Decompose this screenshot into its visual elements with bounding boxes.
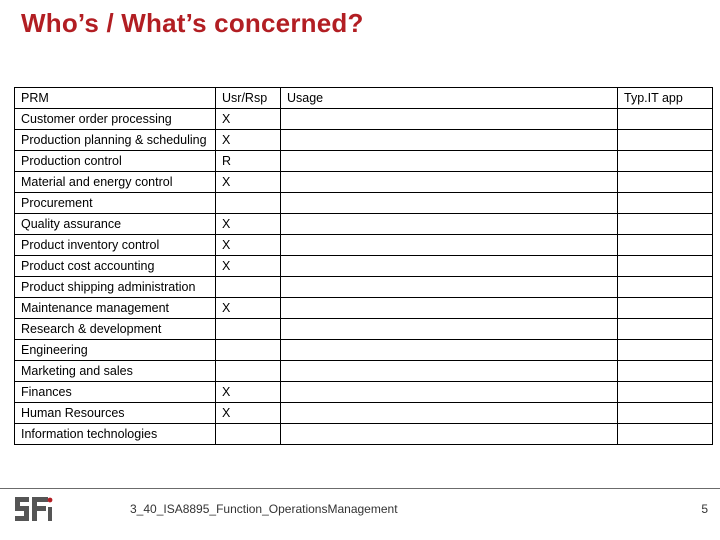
prm-cell: Information technologies [15, 424, 216, 445]
table-row [15, 256, 713, 277]
usage-cell [281, 193, 618, 214]
usage-cell [281, 235, 618, 256]
typ-it-app-cell [618, 298, 713, 319]
usr-rsp-cell: X [216, 403, 281, 424]
header-typ-it-app: Typ.IT app [618, 88, 713, 109]
prm-cell: Production control [15, 151, 216, 172]
usr-rsp-cell [216, 319, 281, 340]
slide-title: Who’s / What’s concerned? [21, 8, 364, 38]
prm-cell: Finances [15, 382, 216, 403]
typ-it-app-cell [618, 424, 713, 445]
sfi-logo [13, 489, 53, 529]
table-row [15, 214, 713, 235]
table-row [15, 151, 713, 172]
typ-it-app-cell [618, 382, 713, 403]
usr-rsp-cell [216, 361, 281, 382]
typ-it-app-cell [618, 340, 713, 361]
footer-divider [0, 488, 720, 489]
table-row [15, 340, 713, 361]
usr-rsp-cell: X [216, 130, 281, 151]
usage-cell [281, 130, 618, 151]
usr-rsp-cell [216, 277, 281, 298]
table-row [15, 172, 713, 193]
typ-it-app-cell [618, 361, 713, 382]
usr-rsp-cell: X [216, 214, 281, 235]
table-row [15, 193, 713, 214]
usage-cell [281, 424, 618, 445]
prm-cell: Production planning & scheduling [15, 130, 216, 151]
usr-rsp-cell: X [216, 298, 281, 319]
table-body [15, 109, 713, 445]
usage-cell [281, 361, 618, 382]
prm-cell: Engineering [15, 340, 216, 361]
typ-it-app-cell [618, 277, 713, 298]
prm-cell: Product shipping administration [15, 277, 216, 298]
usr-rsp-cell [216, 340, 281, 361]
usr-rsp-cell: X [216, 172, 281, 193]
table-row [15, 130, 713, 151]
usage-cell [281, 298, 618, 319]
prm-cell: Product cost accounting [15, 256, 216, 277]
usage-cell [281, 214, 618, 235]
page-number: 5 [701, 502, 708, 516]
usr-rsp-cell: X [216, 256, 281, 277]
usr-rsp-cell: X [216, 109, 281, 130]
usage-cell [281, 382, 618, 403]
usr-rsp-cell [216, 193, 281, 214]
usr-rsp-cell: X [216, 235, 281, 256]
prm-cell: Research & development [15, 319, 216, 340]
typ-it-app-cell [618, 214, 713, 235]
typ-it-app-cell [618, 193, 713, 214]
table-row [15, 361, 713, 382]
usage-cell [281, 109, 618, 130]
table-row [15, 382, 713, 403]
prm-cell: Material and energy control [15, 172, 216, 193]
usage-cell [281, 151, 618, 172]
table-row [15, 319, 713, 340]
prm-cell: Marketing and sales [15, 361, 216, 382]
usage-cell [281, 172, 618, 193]
table-row [15, 424, 713, 445]
table-row [15, 298, 713, 319]
typ-it-app-cell [618, 403, 713, 424]
table-row [15, 235, 713, 256]
table-row [15, 109, 713, 130]
typ-it-app-cell [618, 235, 713, 256]
usr-rsp-cell: X [216, 382, 281, 403]
typ-it-app-cell [618, 151, 713, 172]
typ-it-app-cell [618, 130, 713, 151]
table-header-row [15, 88, 713, 109]
footer-text: 3_40_ISA8895_Function_OperationsManagement [130, 502, 398, 516]
usage-cell [281, 403, 618, 424]
prm-cell: Customer order processing [15, 109, 216, 130]
usr-rsp-cell [216, 424, 281, 445]
header-usr-rsp: Usr/Rsp [216, 88, 281, 109]
prm-cell: Quality assurance [15, 214, 216, 235]
table-row [15, 403, 713, 424]
usage-cell [281, 319, 618, 340]
usage-cell [281, 340, 618, 361]
typ-it-app-cell [618, 319, 713, 340]
usr-rsp-cell: R [216, 151, 281, 172]
prm-table [14, 87, 713, 445]
usage-cell [281, 256, 618, 277]
header-prm: PRM [15, 88, 216, 109]
usage-cell [281, 277, 618, 298]
typ-it-app-cell [618, 256, 713, 277]
typ-it-app-cell [618, 172, 713, 193]
prm-cell: Procurement [15, 193, 216, 214]
table-row [15, 277, 713, 298]
prm-cell: Product inventory control [15, 235, 216, 256]
prm-cell: Human Resources [15, 403, 216, 424]
header-usage: Usage [281, 88, 618, 109]
typ-it-app-cell [618, 109, 713, 130]
prm-cell: Maintenance management [15, 298, 216, 319]
